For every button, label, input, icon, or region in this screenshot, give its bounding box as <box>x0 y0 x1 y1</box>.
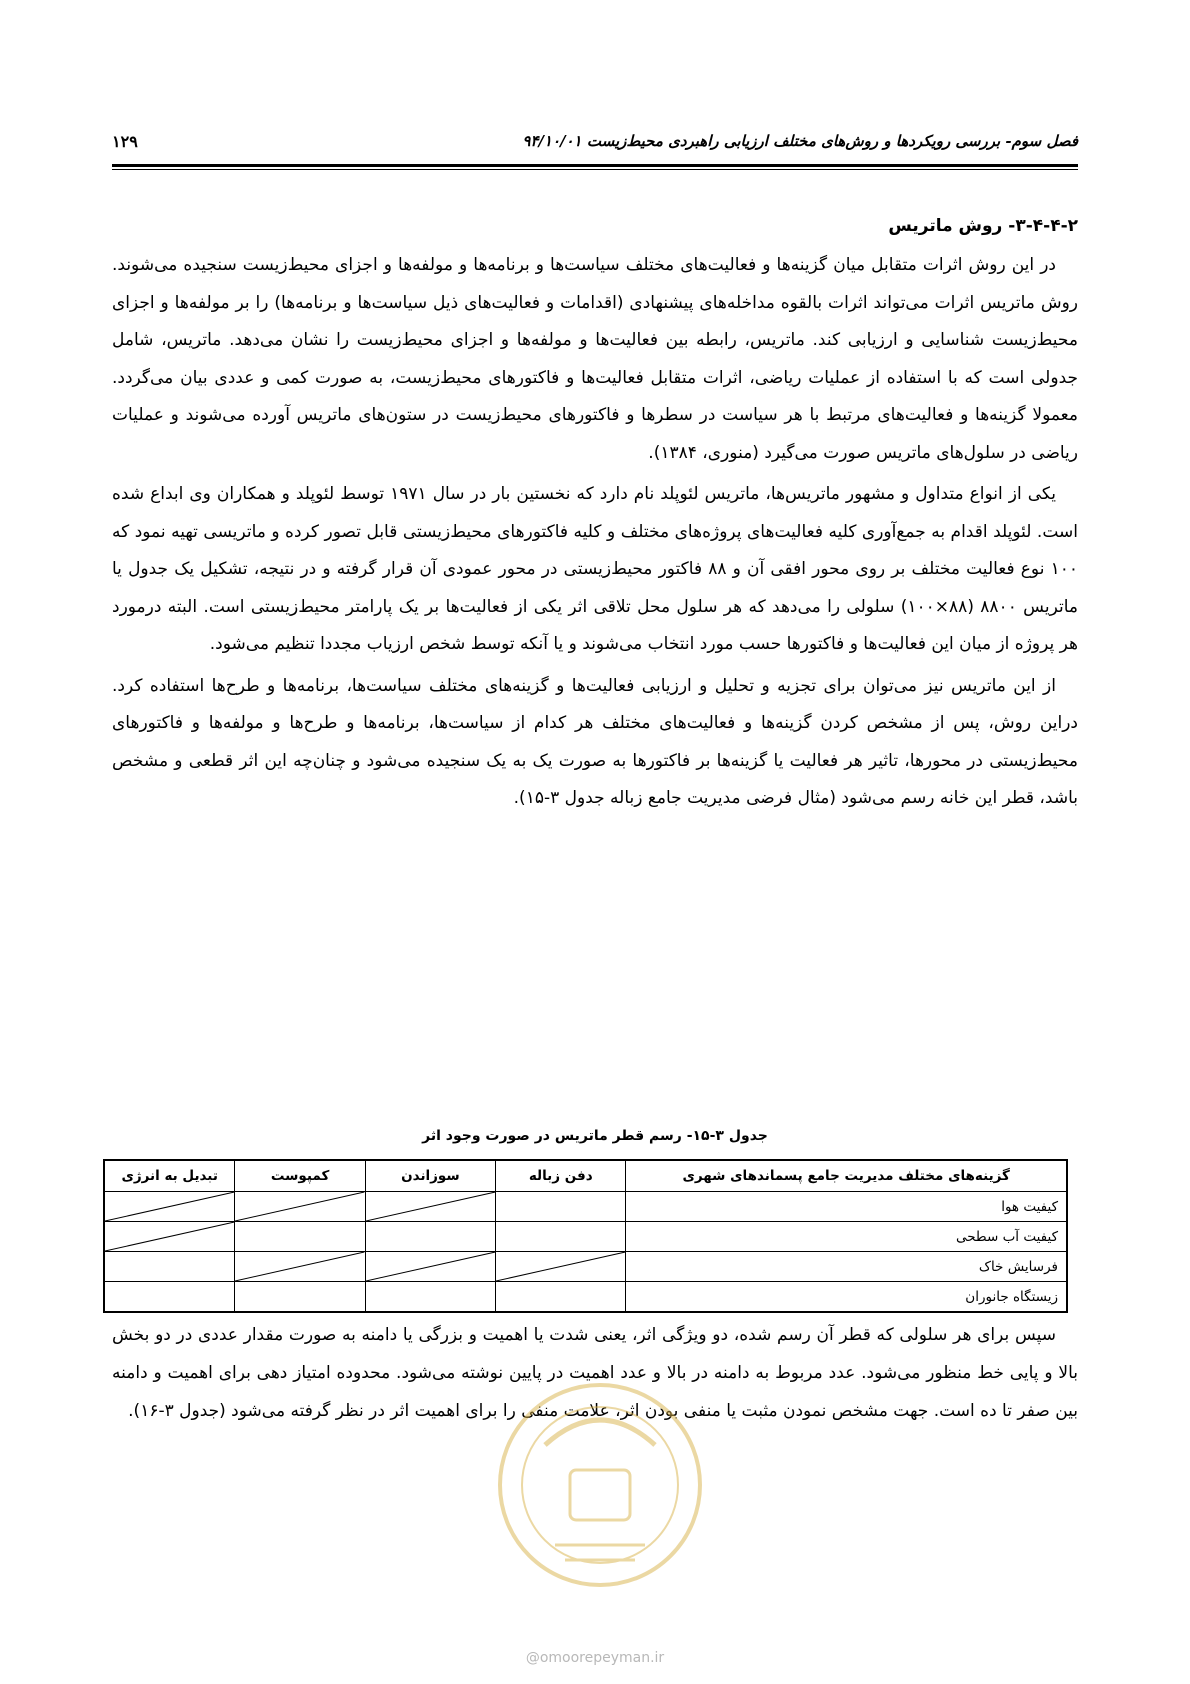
chapter-title <box>522 132 1078 150</box>
matrix-cell <box>496 1222 626 1252</box>
table-row <box>104 1252 1067 1282</box>
matrix-cell <box>104 1222 235 1252</box>
header-rule-thick <box>112 164 1078 167</box>
header-rule-thin <box>112 169 1078 170</box>
header-incineration: سوزاندن <box>365 1160 495 1192</box>
diagonal-mark <box>105 1222 234 1251</box>
main-content <box>112 208 1078 818</box>
paragraph-4: سپس برای هر سلولی که قطر آن رسم شده، دو ویژگی اثر، یعنی شدت یا اهمیت و بزرگی یا دامنه به صورت مقدار عددی در دو بخش بالا و پایی خط منظور می‌شود. عدد مربوط به دامنه در بالا و عدد اهمیت در پایین نوشته می‌شود. محدوده امتیاز دهی برای اهمیت و دامنه بین صفر تا ده است. جهت مشخص نمودن مثبت یا منفی بودن اثر، علامت منفی را برای اهمیت اثر در نظر گرفته می‌شود (جدول ۳-۱۶). <box>112 1325 1078 1421</box>
matrix-cell <box>235 1252 365 1282</box>
table-row <box>104 1282 1067 1313</box>
matrix-cell <box>496 1192 626 1222</box>
table-caption: جدول ۳-۱۵- رسم قطر ماتریس در صورت وجود اثر <box>422 1128 768 1144</box>
header-date: ۹۴/۱۰/۰۱ <box>522 132 582 150</box>
paragraph-2: یکی از انواع متداول و مشهور ماتریس‌ها، ماتریس لئوپلد نام دارد که نخستین بار در سال ۱۹۷۱ توسط لئوپلد و همکاران وی ابداع شده است. لئوپلد اقدام به جمع‌آوری کلیه فعالیت‌های پروژه‌های مختلف و کلیه فاکتورهای محیط‌زیستی قابل تصور کرده و ماتریسی تهیه نمود که ۱۰۰ نوع فعالیت مختلف بر روی محور افقی آن و ۸۸ فاکتور محیط‌زیستی در محور عمودی آن قرار گرفته و در نتیجه، تشکیل یک جدول یا ماتریس ۸۸۰۰ (۸۸×۱۰۰) سلولی را می‌دهد که هر سلول محل تلاقی اثر یکی از فعالیت‌ها بر یک پارامتر محیط‌زیستی است. البته درمورد هر پروژه از میان این فعالیت‌ها و فاکتورها حسب مورد انتخاب می‌شوند و یا آنکه توسط شخص ارزیاب مجددا تنظیم می‌شود. <box>112 484 1078 654</box>
row-label: کیفیت هوا <box>626 1192 1067 1222</box>
diagonal-mark <box>105 1192 234 1221</box>
section-heading: ۳-۴-۴-۲- روش ماتریس <box>888 216 1078 236</box>
diagonal-mark <box>235 1252 364 1281</box>
table-row <box>104 1192 1067 1222</box>
matrix-table <box>103 1159 1068 1313</box>
matrix-cell <box>104 1252 235 1282</box>
page-header <box>112 128 1078 158</box>
chapter-title-text: فصل سوم- بررسی رویکردها و روش‌های مختلف ارزیابی راهبردی محیط‌زیست <box>586 132 1078 150</box>
paragraph-3: از این ماتریس نیز می‌توان برای تجزیه و تحلیل و ارزیابی فعالیت‌ها و گزینه‌های مختلف سیاست‌ها، برنامه‌ها و طرح‌ها استفاده کرد. دراین روش، پس از مشخص کردن گزینه‌ها و فعالیت‌های مختلف هر کدام از سیاست‌ها، برنامه‌ها و طرح‌ها و مولفه‌ها و فاکتورهای محیط‌زیستی در محورها، تاثیر هر فعالیت یا گزینه‌ها بر فاکتورها به صورت یک به یک سنجیده می‌شود و چنان‌چه این اثر قطعی و مشخص باشد، قطر این خانه رسم می‌شود (مثال فرضی مدیریت جامع زباله جدول ۳-۱۵). <box>112 675 1078 808</box>
matrix-cell <box>235 1192 365 1222</box>
paragraph-1: در این روش اثرات متقابل میان گزینه‌ها و فعالیت‌های مختلف سیاست‌ها و برنامه‌ها و مولفه‌ها و اجزای محیط‌زیست سنجیده می‌شوند. روش ماتریس اثرات می‌تواند اثرات بالقوه مداخله‌های پیشنهادی (اقدامات و فعالیت‌های ذیل سیاست‌ها و برنامه‌ها) را بر مولفه‌ها و اجزای محیط‌زیست شناسایی و ارزیابی کند. ماتریس، رابطه بین فعالیت‌ها و مولفه‌ها و اجزای محیط‌زیست را نشان می‌دهد. ماتریس، شامل جدولی است که با استفاده از عملیات ریاضی، اثرات متقابل فعالیت‌ها و فاکتورهای محیط‌زیست، به صورت کمی و عددی بیان می‌گردد. معمولا گزینه‌ها و فعالیت‌های مرتبط با هر سیاست در سطرها و فاکتورهای محیط‌زیست در ستون‌های ماتریس آورده می‌شوند و عملیات ریاضی در سلول‌های ماتریس صورت می‌گیرد (منوری، ۱۳۸۴). <box>112 255 1078 463</box>
watermark-site: @omoorepeyman.ir <box>525 1650 665 1666</box>
matrix-cell <box>365 1222 495 1252</box>
matrix-cell <box>365 1282 495 1313</box>
header-compost: کمپوست <box>235 1160 365 1192</box>
table-header-row <box>104 1160 1067 1192</box>
diagonal-mark <box>366 1252 495 1281</box>
page-number: ۱۲۹ <box>112 132 138 151</box>
diagonal-mark <box>235 1192 364 1221</box>
header-waste-to-energy: تبدیل به انرژی <box>104 1160 235 1192</box>
matrix-cell <box>365 1192 495 1222</box>
row-label: کیفیت آب سطحی <box>626 1222 1067 1252</box>
header-landfill: دفن زباله <box>496 1160 626 1192</box>
matrix-cell <box>104 1192 235 1222</box>
matrix-cell <box>365 1252 495 1282</box>
matrix-cell <box>235 1282 365 1313</box>
matrix-cell <box>496 1282 626 1313</box>
diagonal-mark <box>496 1252 625 1281</box>
row-label: زیستگاه جانوران <box>626 1282 1067 1313</box>
matrix-cell <box>235 1222 365 1252</box>
diagonal-mark <box>366 1192 495 1221</box>
matrix-cell <box>104 1282 235 1313</box>
watermark-seal-logo <box>485 1355 715 1615</box>
row-label: فرسایش خاک <box>626 1252 1067 1282</box>
matrix-cell <box>496 1252 626 1282</box>
table-row <box>104 1222 1067 1252</box>
header-options: گزینه‌های مختلف مدیریت جامع پسماندهای شهری <box>626 1160 1067 1192</box>
